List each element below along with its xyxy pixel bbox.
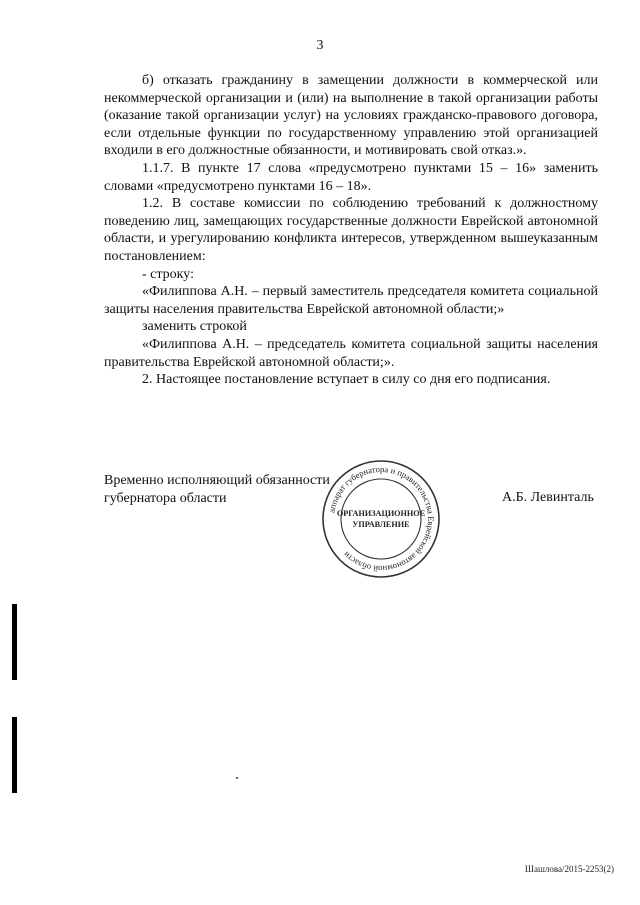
scan-speck bbox=[236, 777, 238, 779]
paragraph-new-line: «Филиппова А.Н. – председатель комитета социальной защиты населения правительства Еврейской автономной области;». bbox=[104, 336, 598, 370]
paragraph-line-label: - строку: bbox=[142, 266, 194, 282]
paragraph-refusal: б) отказать гражданину в замещении должности в коммерческой или некоммерческой организации и (или) на выполнение в такой организации работы (оказание такой организации услуг) на условиях гражданско-правового договора, если отдельные функции по государственному управлению этой организацией входили в его должностные обязанности, и мотивировать свой отказ.». bbox=[104, 73, 598, 159]
official-seal bbox=[318, 456, 444, 582]
scan-margin-mark-lower bbox=[12, 717, 17, 793]
document-body bbox=[104, 72, 598, 389]
seal-center-line-2: УПРАВЛЕНИЕ bbox=[352, 520, 410, 529]
seal-ring-text: аппарат губернатора и правительства Еврейской автономной области bbox=[326, 463, 437, 575]
paragraph-1-2: 1.2. В составе комиссии по соблюдению требований к должностному поведению лиц, замещающих государственные должности Еврейской автономной области, и урегулированию конфликта интересов, утвержденном вышеуказанным постановлением: bbox=[104, 196, 598, 264]
signatory-position-line-1: Временно исполняющий обязанности bbox=[104, 473, 330, 488]
signatory-position-line-2: губернатора области bbox=[104, 491, 227, 506]
paragraph-replace-with: заменить строкой bbox=[142, 319, 247, 335]
paragraph-1-1-7: 1.1.7. В пункте 17 слова «предусмотрено пунктами 15 – 16» заменить словами «предусмотрено пунктами 16 – 18». bbox=[104, 160, 598, 194]
paragraph-effective: 2. Настоящее постановление вступает в силу со дня его подписания. bbox=[142, 372, 551, 388]
scan-margin-mark-upper bbox=[12, 604, 17, 680]
paragraph-old-line: «Филиппова А.Н. – первый заместитель председателя комитета социальной защиты населения правительства Еврейской автономной области;» bbox=[104, 284, 598, 317]
seal-outer-ring bbox=[323, 461, 439, 577]
signatory-position bbox=[104, 472, 330, 508]
seal-center-line-1: ОРГАНИЗАЦИОННОЕ bbox=[336, 509, 426, 518]
page-number: 3 bbox=[316, 38, 324, 53]
signatory-name: А.Б. Левинталь bbox=[502, 490, 594, 505]
footer-document-code: Шашлова/2015-2253(2) bbox=[524, 864, 614, 874]
seal-inner-ring bbox=[341, 479, 421, 559]
